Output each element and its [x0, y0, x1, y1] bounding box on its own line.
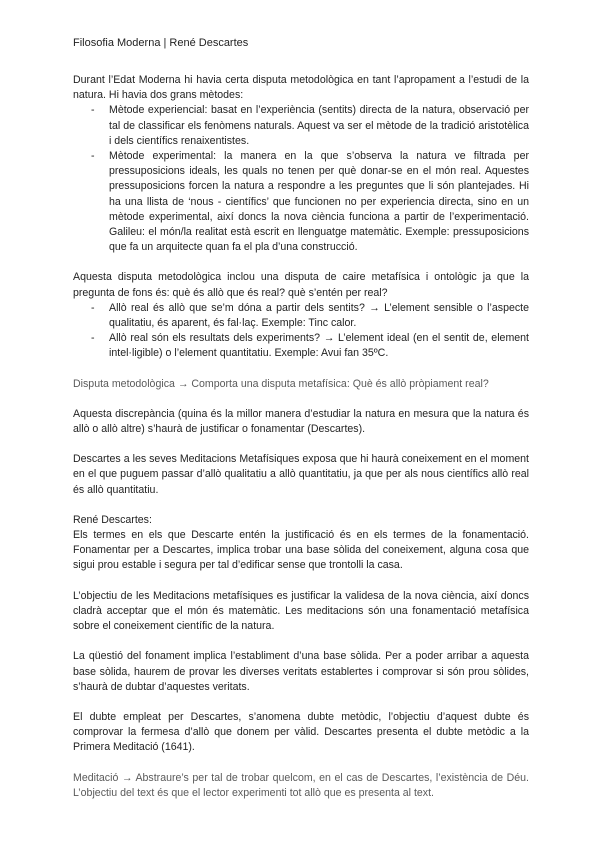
- dispute-item-experiments: Allò real són els resultats dels experiments? → L’element ideal (en el sentit de, element intel·ligible) o l’element quantitatiu. Exemple: Avui fan 35ºC.: [109, 332, 529, 360]
- rene-paragraph: Els termes en els que Descarte entén la justificació és en els termes de la fonamentació. Fonamentar per a Descartes, implica trobar una base sòlida del coneixement, alguna cosa que sigui prou estable i segura per tal d’edificar sense que trontolli la casa.: [73, 529, 529, 572]
- rene-heading: René Descartes:: [73, 513, 152, 526]
- list-item: [73, 331, 529, 361]
- intro-paragraph: Durant l’Edat Moderna hi havia certa disputa metodològica en tant l’apropament a l’estudi de la natura. Hi havia dos grans mètodes:: [73, 74, 529, 102]
- dash-bullet: -: [91, 332, 95, 345]
- dispute-list: [73, 301, 529, 362]
- dash-bullet: -: [91, 301, 95, 314]
- dispute-item-senses: Allò real és allò que se’m dóna a partir dels sentits? → L’element sensible o l’aspecte qualitatiu, és aparent, és fal·laç. Exemple: Tinc calor.: [109, 301, 529, 330]
- objective-paragraph: L’objectiu de les Meditacions metafísiques es justificar la validesa de la nova ciència, així doncs cladrà acceptar que el món és matemàtic. Les meditacions són una fonamentació metafísica sobre el coneixement científic de la natura.: [73, 589, 529, 633]
- document-header: Filosofia Moderna | René Descartes: [73, 37, 249, 49]
- document-body: [73, 73, 529, 801]
- methods-list: [73, 103, 529, 255]
- method-experimental: Mètode experimental: la manera en la que s’observa la natura ve filtrada per pressuposicions ideals, les quals no tenen per què donar-se en el món real. Aquestes pressuposicions forcen la natura a respondre a les preguntes que li són plantejades. Hi ha una llista de ‘nous - científics’ que funcionen no per experiencia directa, sino en un mètode experimental, així doncs la nova ciència funciona a partir de l’experimentació. Galileu: el món/la realitat està escrit en llenguatge matemàtic. Exemple: pressuposicions que fa un arquitecte quan fa el pla d’una construcció.: [109, 150, 529, 254]
- foundation-paragraph: La qüestió del fonament implica l’establiment d’una base sòlida. Per a poder arribar a aquesta base sòlida, haurem de provar les diverses veritats establertes i comprovar si són prou sòlides, s’haurà de dubtar d’aquestes veritats.: [73, 650, 529, 693]
- list-item: [73, 301, 529, 331]
- meditations-paragraph: Descartes a les seves Meditacions Metafísiques exposa que hi haurà coneixement en el moment en el que puguem passar d’allò qualitatiu a allò quantitatiu, ja que per als nous científics allò real és allò quantitatiu.: [73, 453, 529, 496]
- doubt-paragraph: El dubte empleat per Descartes, s’anomena dubte metòdic, l’objectiu d’aquest dubte és comprovar la fermesa d’allò que donem per vàlid. Descartes presenta el dubte metòdic a la Primera Meditació (1641).: [73, 710, 529, 754]
- meditation-definition: Meditació → Abstraure’s per tal de trobar quelcom, en el cas de Descartes, l’existència de Déu. L’objectiu del text és que el lector experimenti tot allò que es presenta al text.: [73, 771, 529, 799]
- dash-bullet: -: [91, 150, 95, 163]
- discrepancy-paragraph: Aquesta discrepància (quina és la millor manera d’estudiar la natura en mesura que la natura és allò o allò altre) s’haurà de justificar o fonamentar (Descartes).: [73, 407, 529, 436]
- summary-line: Disputa metodològica → Comporta una disputa metafísica: Què és allò pròpiament real?: [73, 377, 489, 390]
- list-item: [73, 149, 529, 255]
- dash-bullet: -: [91, 104, 95, 117]
- method-experiential: Mètode experiencial: basat en l’experiència (sentits) directa de la natura, observació per tal de classificar els fenòmens naturals. Aquest va ser el mètode de la tradició aristotèlica i dels científics renaixentistes.: [109, 104, 529, 147]
- list-item: [73, 103, 529, 149]
- dispute-paragraph: Aquesta disputa metodològica inclou una disputa de caire metafísica i ontològic ja que la pregunta de fons és: què és allò que és real? què s’entén per real?: [73, 271, 529, 299]
